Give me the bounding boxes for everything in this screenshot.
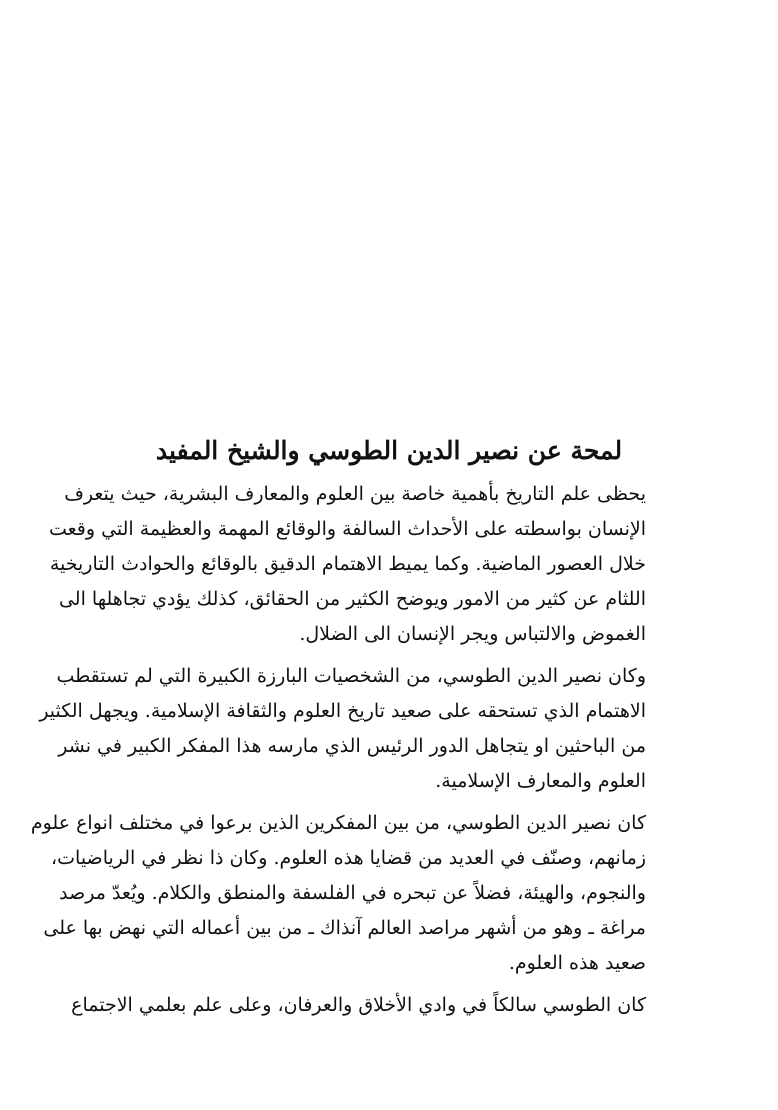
text-line: الاهتمام الذي تستحقه على صعيد تاريخ العلوم والثقافة الإسلامية. ويجهل الكثير: [39, 700, 646, 722]
text-line: كان الطوسي سالكاً في وادي الأخلاق والعرفان، وعلى علم بعلمي الاجتماع: [71, 994, 646, 1016]
text-line: خلال العصور الماضية. وكما يميط الاهتمام الدقيق بالوقائع والحوادث التاريخية: [49, 553, 646, 575]
text-line: من الباحثين او يتجاهل الدور الرئيس الذي مارسه هذا المفكر الكبير في نشر: [58, 735, 646, 757]
text-line: صعيد هذه العلوم.: [508, 952, 646, 974]
paragraph-3: [30, 806, 646, 981]
text-line: والنجوم، والهيئة، فضلاً عن تبحره في الفلسفة والمنطق والكلام. ويُعدّ مرصد: [59, 882, 646, 904]
paragraph-gap: [132, 799, 646, 806]
text-line: زمانهم، وصنّف في العديد من قضايا هذه العلوم. وكان ذا نظر في الرياضيات،: [51, 847, 646, 869]
text-line: مراغة ـ وهو من أشهر مراصد العالم آنذاك ـ من بين أعماله التي نهض بها على: [43, 917, 646, 939]
body-text: [30, 477, 646, 1023]
text-line: الغموض والالتباس ويجر الإنسان الى الضلال.: [299, 623, 646, 645]
paragraph-4: [71, 988, 646, 1023]
chapter-title: لمحة عن نصير الدين الطوسي والشيخ المفيد: [155, 435, 623, 465]
paragraph-1: [48, 477, 646, 652]
paragraph-gap: [132, 652, 646, 659]
paragraph-gap: [132, 981, 646, 988]
text-line: كان نصير الدين الطوسي، من بين المفكرين الذين برعوا في مختلف انواع علوم: [30, 812, 646, 834]
paragraph-2: [39, 659, 646, 799]
text-line: العلوم والمعارف الإسلامية.: [435, 770, 646, 792]
text-line: الإنسان بواسطته على الأحداث السالفة والوقائع المهمة والعظيمة التي وقعت: [48, 518, 646, 540]
text-line: يحظى علم التاريخ بأهمية خاصة بين العلوم والمعارف البشرية، حيث يتعرف: [64, 483, 646, 505]
text-line: اللثام عن كثير من الامور ويوضح الكثير من الحقائق، كذلك يؤدي تجاهلها الى: [58, 588, 646, 610]
text-line: وكان نصير الدين الطوسي، من الشخصيات البارزة الكبيرة التي لم تستقطب: [56, 665, 646, 687]
